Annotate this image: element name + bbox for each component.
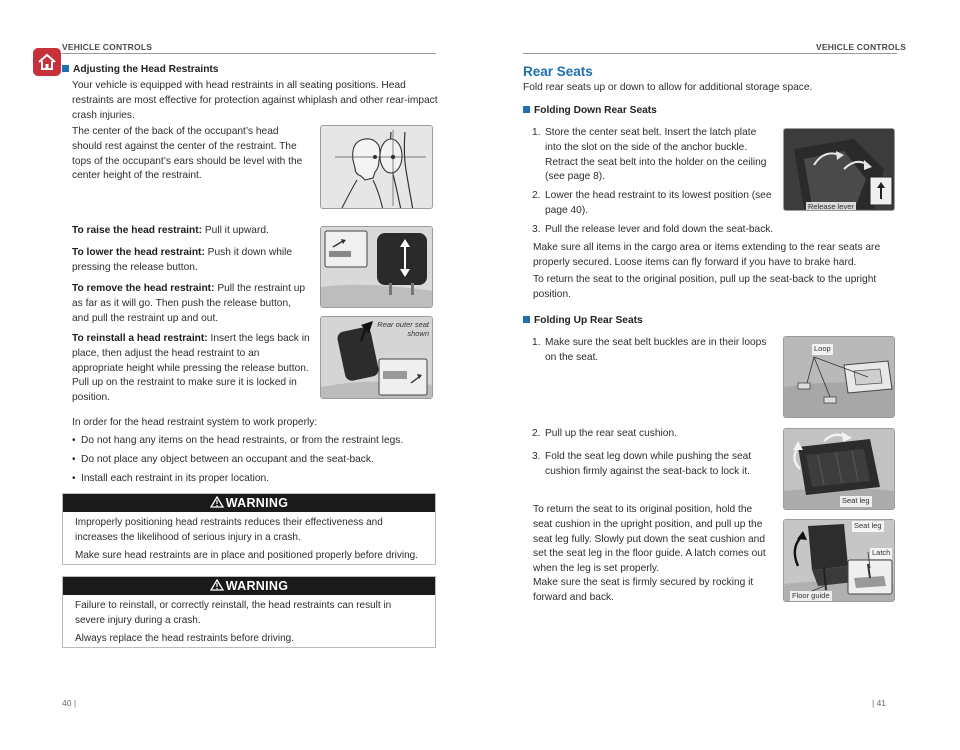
warning-triangle-icon [210,496,224,508]
rear-outer-seat-figure [320,316,433,399]
floor-guide-label: Floor guide [792,591,830,600]
loop-label: Loop [814,344,831,353]
return-seatback-note: To return the seat to the original position, pull up the seat-back to the upright position. [533,274,877,300]
left-header-rule [62,53,436,54]
rear-seats-intro: Fold rear seats up or down to allow for additional storage space. [523,82,813,93]
seat-leg-label-2: Seat leg [854,521,882,530]
latch-label: Latch [872,548,891,557]
lower-instruction: To lower the head restraint: Push it down while pressing the release button. [72,247,293,273]
head-position-figure [320,125,433,209]
section-marker-icon [62,65,69,72]
reinstall-instruction: To reinstall a head restraint: Insert the legs back in place, then adjust the head restraint to an appropriate height while pressing the release button. Pull up on the restraint to make sure it is locked in position. [72,333,310,404]
list-item: 2. Pull up the rear seat cushion. [532,428,677,439]
list-item: 1. Store the center seat belt. Insert the latch plate into the slot on the side of the anchor buckle. Retract the seat belt into the holder on the ceiling (see page 8). [532,127,767,183]
head-restraints-intro: Your vehicle is equipped with head restraints in all seating positions. Head restraints are most effective for protection against whiplash and other rear-impact crash injuries. [72,80,438,121]
left-running-header: VEHICLE CONTROLS [62,42,153,52]
seat-leg-figure [783,428,895,510]
right-running-header: VEHICLE CONTROLS [816,42,907,52]
left-page-number: 40 | [62,698,77,708]
list-item: 3. Pull the release lever and fold down the seat-back. [532,223,774,235]
head-restraint-adjust-figure [320,226,433,308]
folding-down-heading: Folding Down Rear Seats [523,104,657,119]
folding-down-steps [532,126,772,241]
warning-text: Always replace the head restraints before driving. [75,633,295,644]
folding-up-heading: Folding Up Rear Seats [523,314,643,329]
folding-up-step-1 [532,336,772,370]
head-position-paragraph: The center of the back of the occupant’s head should rest against the center of the restraint. The tops of the occupant’s ears should be level with the center height of the restraint. [72,126,303,182]
release-lever-figure [783,128,895,211]
home-icon [33,48,61,76]
release-lever-label: Release lever [808,202,854,211]
remove-instruction: To remove the head restraint: Pull the restraint up as far as it will go. Then push the release button, and pull the restraint up and out. [72,283,306,324]
warning-text: Improperly positioning head restraints reduces their effectiveness and increases the likelihood of serious injury in a crash. [75,517,383,543]
floor-guide-figure [783,519,895,602]
rear-seats-title: Rear Seats [523,64,593,79]
warning-banner: WARNING [63,577,435,595]
warning-banner: WARNING [63,494,435,512]
folding-up-steps-2-3 [532,427,772,483]
head-restraints-heading: Adjusting the Head Restraints [62,63,218,78]
return-seat-paragraph: To return the seat to its original position, hold the seat cushion in the upright position, and pull up the seat leg fully. Slowly put down the seat cushion and set the seat leg in the floor guide. A latch comes out when the leg is set properly. [533,504,766,575]
list-item: 1. Make sure the seat belt buckles are in their loops on the seat. [532,337,767,363]
warning-box-1 [62,493,436,565]
seat-belt-loop-figure [783,336,895,418]
order-intro: In order for the head restraint system to work properly: [72,417,318,428]
raise-instruction: To raise the head restraint: Pull it upward. [72,225,269,236]
list-item: • Install each restraint in its proper location. [72,472,442,487]
warning-text: Make sure head restraints are in place and positioned properly before driving. [75,550,418,561]
home-button[interactable] [33,48,61,76]
secure-seat-paragraph: Make sure the seat is firmly secured by rocking it forward and back. [533,577,754,603]
list-item: • Do not hang any items on the head restraints, or from the restraint legs. [72,434,442,449]
right-header-rule [523,53,897,54]
cargo-note: Make sure all items in the cargo area or items extending to the rear seats are properly secured. Loose items can fly forward if you have to brake hard. [533,242,881,268]
warning-text: Failure to reinstall, or correctly reinstall, the head restraints can result in severe injury during a crash. [75,600,392,626]
restraint-bullet-list [72,434,442,490]
rear-outer-seat-caption: Rear outer seat shown [377,320,429,338]
list-item: • Do not place any object between an occupant and the seat-back. [72,453,442,468]
right-page-number: | 41 [872,698,887,708]
list-item: 2. Lower the head restraint to its lowest position (see page 40). [532,190,772,216]
warning-triangle-icon [210,579,224,591]
list-item: 3. Fold the seat leg down while pushing the seat cushion firmly against the seat-back to lock it. [532,450,752,477]
section-marker-icon [523,106,530,113]
section-marker-icon [523,316,530,323]
seat-leg-label: Seat leg [842,496,870,505]
warning-box-2 [62,576,436,648]
